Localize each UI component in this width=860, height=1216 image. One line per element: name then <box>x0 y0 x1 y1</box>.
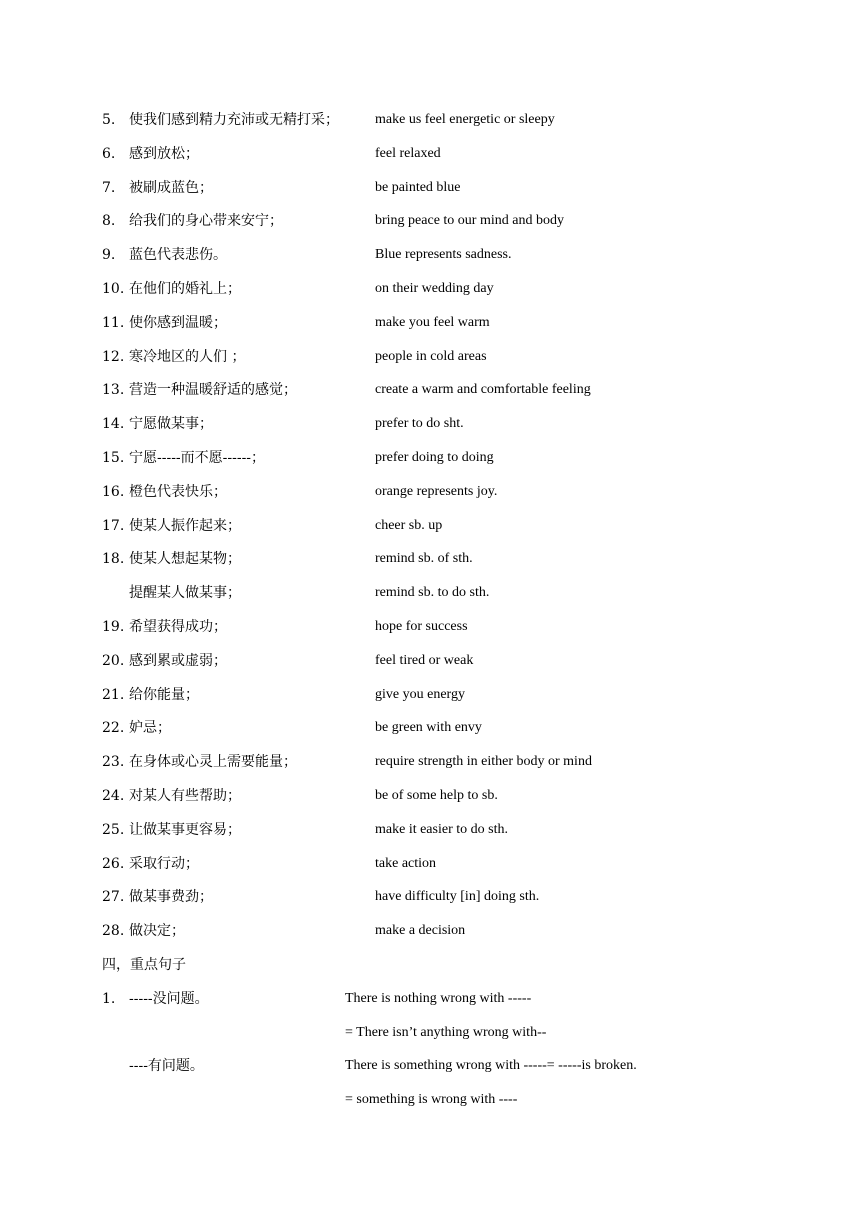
phrase-chinese: 使某人振作起来； <box>129 517 241 534</box>
phrase-chinese: 寒冷地区的人们 ； <box>129 348 246 365</box>
sentence-english: = something is wrong with ---- <box>345 1092 518 1108</box>
sentence-english: = There isn’t anything wrong with-- <box>345 1024 547 1040</box>
phrase-row <box>0 345 860 369</box>
sentence-chinese: ----有问题。 <box>129 1058 204 1075</box>
phrase-row <box>0 750 860 774</box>
phrase-number: 6. <box>102 145 116 162</box>
phrase-english: remind sb. of sth. <box>375 551 473 567</box>
phrase-number: 5. <box>102 112 116 128</box>
phrase-chinese: 妒忌； <box>129 720 171 737</box>
phrase-english: Blue represents sadness. <box>375 247 512 263</box>
phrase-number: 12. <box>102 348 125 365</box>
phrase-row <box>0 547 860 571</box>
phrase-english: hope for success <box>375 619 468 634</box>
phrase-row <box>0 480 860 504</box>
phrase-number: 14. <box>102 416 125 433</box>
phrase-english: remind sb. to do sth. <box>375 585 490 601</box>
phrase-number: 25. <box>102 821 125 838</box>
phrase-row <box>0 446 860 470</box>
phrase-chinese: 感到累或虚弱； <box>129 652 227 669</box>
phrase-number: 18. <box>102 551 125 568</box>
phrase-english: bring peace to our mind and body <box>375 213 564 229</box>
section-heading-row <box>0 953 860 977</box>
phrase-chinese: 采取行动； <box>129 855 199 872</box>
phrase-chinese: 在身体或心灵上需要能量； <box>129 754 297 771</box>
sentence-row <box>0 987 860 1011</box>
sentence-chinese: -----没问题。 <box>129 990 209 1007</box>
phrase-number: 20. <box>102 652 125 669</box>
phrase-row <box>0 784 860 808</box>
phrase-chinese: 在他们的婚礼上； <box>129 281 241 297</box>
phrase-english: be painted blue <box>375 179 461 195</box>
phrase-number: 8. <box>102 213 116 230</box>
phrase-row <box>0 108 860 132</box>
phrase-number: 9. <box>102 247 116 264</box>
phrase-row <box>0 311 860 335</box>
phrase-row <box>0 176 860 200</box>
phrase-chinese: 宁愿-----而不愿------； <box>129 450 266 466</box>
phrase-english: feel relaxed <box>375 145 441 161</box>
phrase-chinese: 让做某事更容易； <box>129 821 241 838</box>
sentence-row <box>0 1088 860 1112</box>
phrase-number: 15. <box>102 450 125 466</box>
phrase-number: 26. <box>102 855 125 872</box>
sentence-english: There is nothing wrong with ----- <box>345 990 532 1006</box>
sentence-row <box>0 1054 860 1078</box>
phrase-number: 27. <box>102 889 125 906</box>
phrase-chinese: 使某人想起某物； <box>129 551 241 568</box>
phrase-row <box>0 277 860 301</box>
phrase-row <box>0 514 860 538</box>
phrase-number: 24. <box>102 788 125 804</box>
phrase-english: be green with envy <box>375 720 482 736</box>
phrase-english: take action <box>375 855 437 871</box>
phrase-english: give you energy <box>375 686 465 702</box>
phrase-chinese: 蓝色代表悲伤。 <box>129 247 227 264</box>
phrase-row <box>0 683 860 707</box>
sentence-number: 1. <box>102 990 116 1007</box>
phrase-number: 13. <box>102 382 125 399</box>
phrase-row <box>0 209 860 233</box>
phrase-english: cheer sb. up <box>375 517 443 533</box>
phrase-english: make us feel energetic or sleepy <box>375 112 555 127</box>
phrase-chinese: 感到放松； <box>129 145 199 162</box>
phrase-english: prefer to do sht. <box>375 416 464 432</box>
phrase-english: on their wedding day <box>375 281 494 296</box>
phrase-chinese: 营造一种温暖舒适的感觉； <box>129 382 297 399</box>
phrase-number: 22. <box>102 720 125 737</box>
phrase-number: 11. <box>102 314 125 331</box>
phrase-english: require strength in either body or mind <box>375 754 592 770</box>
phrase-row <box>0 919 860 943</box>
phrase-number: 17. <box>102 517 125 534</box>
phrase-row <box>0 818 860 842</box>
section-heading: 四，重点句子 <box>102 957 186 973</box>
phrase-english: people in cold areas <box>375 348 487 364</box>
phrase-chinese: 宁愿做某事； <box>129 416 213 433</box>
phrase-english: create a warm and comfortable feeling <box>375 382 591 398</box>
phrase-number: 10. <box>102 281 125 297</box>
phrase-chinese: 做某事费劲； <box>129 889 213 906</box>
phrase-chinese: 使我们感到精力充沛或无精打采； <box>129 112 339 128</box>
phrase-chinese: 给我们的身心带来安宁； <box>129 213 283 230</box>
phrase-number: 23. <box>102 754 125 771</box>
sentence-row <box>0 1021 860 1045</box>
phrase-chinese: 做决定； <box>129 923 185 940</box>
phrase-row <box>0 581 860 605</box>
phrase-number: 16. <box>102 483 125 500</box>
sentence-english: There is something wrong with -----= -----is broken. <box>345 1058 637 1074</box>
phrase-row <box>0 716 860 740</box>
phrase-english: feel tired or weak <box>375 652 474 668</box>
phrase-row <box>0 885 860 909</box>
phrase-chinese: 使你感到温暖； <box>129 314 227 331</box>
phrase-chinese: 橙色代表快乐； <box>129 483 227 500</box>
phrase-row <box>0 243 860 267</box>
phrase-english: orange represents joy. <box>375 483 498 499</box>
phrase-chinese: 被刷成蓝色； <box>129 179 213 196</box>
phrase-chinese: 对某人有些帮助； <box>129 788 241 804</box>
phrase-number: 19. <box>102 619 125 635</box>
phrase-row <box>0 142 860 166</box>
phrase-english: make it easier to do sth. <box>375 821 508 837</box>
phrase-row <box>0 412 860 436</box>
phrase-english: prefer doing to doing <box>375 450 494 465</box>
phrase-row <box>0 649 860 673</box>
phrase-number: 7. <box>102 179 116 196</box>
phrase-english: be of some help to sb. <box>375 788 498 803</box>
phrase-number: 28. <box>102 923 125 940</box>
phrase-english: make a decision <box>375 923 466 939</box>
phrase-row <box>0 378 860 402</box>
phrase-number: 21. <box>102 686 125 703</box>
phrase-chinese: 提醒某人做某事； <box>129 585 241 602</box>
phrase-english: make you feel warm <box>375 314 490 330</box>
phrase-english: have difficulty [in] doing sth. <box>375 889 540 905</box>
phrase-row <box>0 852 860 876</box>
phrase-chinese: 希望获得成功； <box>129 619 227 635</box>
phrase-chinese: 给你能量； <box>129 686 199 703</box>
phrase-row <box>0 615 860 639</box>
